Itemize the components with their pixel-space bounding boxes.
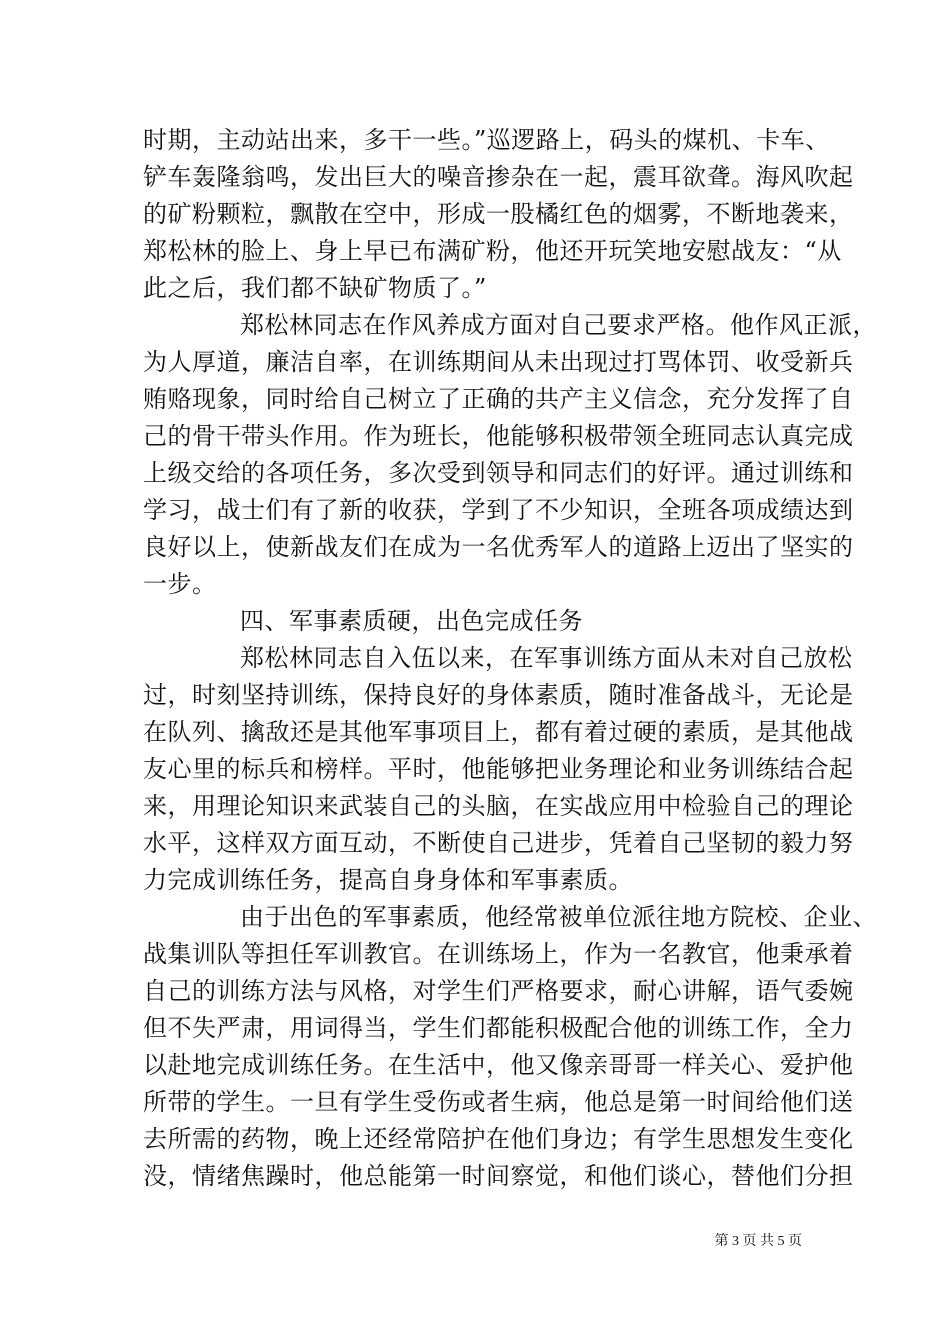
text-line: 水平，这样双方面互动，不断使自己进步，凭着自己坚韧的毅力努 <box>143 829 854 857</box>
paragraph-start: 郑松林同志自入伍以来，在军事训练方面从未对自己放松 <box>240 644 853 672</box>
text-line: 己的骨干带头作用。作为班长，他能够积极带领全班同志认真完成 <box>143 422 854 450</box>
text-line: 没，情绪焦躁时，他总能第一时间察觉，和他们谈心，替他们分担 <box>143 1162 854 1190</box>
text-line: 郑松林的脸上、身上早已布满矿粉，他还开玩笑地安慰战友：“从 <box>143 237 842 265</box>
page-number-footer: 第 3 页 共 5 页 <box>714 1234 802 1249</box>
text-line: 一步。 <box>143 570 217 598</box>
text-line: 自己的训练方法与风格，对学生们严格要求，耐心讲解，语气委婉 <box>143 977 854 1005</box>
text-line: 但不失严肃，用词得当，学生们都能积极配合他的训练工作，全力 <box>143 1014 854 1042</box>
text-line: 此之后，我们都不缺矿物质了。” <box>143 274 487 302</box>
text-line: 以赴地完成训练任务。在生活中，他又像亲哥哥一样关心、爱护他 <box>143 1051 854 1079</box>
text-line: 贿赂现象，同时给自己树立了正确的共产主义信念，充分发挥了自 <box>143 385 854 413</box>
paragraph-start: 由于出色的军事素质，他经常被单位派往地方院校、企业、 <box>240 903 877 931</box>
text-line: 来，用理论知识来武装自己的头脑，在实战应用中检验自己的理论 <box>143 792 854 820</box>
text-line: 力完成训练任务，提高自身身体和军事素质。 <box>143 866 633 894</box>
text-line: 在队列、擒敌还是其他军事项目上，都有着过硬的素质，是其他战 <box>143 718 854 746</box>
text-line: 友心里的标兵和榜样。平时，他能够把业务理论和业务训练结合起 <box>143 755 854 783</box>
text-line: 去所需的药物，晚上还经常陪护在他们身边；有学生思想发生变化 <box>143 1125 854 1153</box>
text-line: 战集训队等担任军训教官。在训练场上，作为一名教官，他秉承着 <box>143 940 854 968</box>
text-line: 过，时刻坚持训练，保持良好的身体素质，随时准备战斗，无论是 <box>143 681 854 709</box>
text-line: 铲车轰隆翁鸣，发出巨大的噪音掺杂在一起，震耳欲聋。海风吹起 <box>143 163 854 191</box>
text-line: 上级交给的各项任务，多次受到领导和同志们的好评。通过训练和 <box>143 459 854 487</box>
section-heading: 四、军事素质硬，出色完成任务 <box>240 607 583 635</box>
text-line: 为人厚道，廉洁自率，在训练期间从未出现过打骂体罚、收受新兵 <box>143 348 854 376</box>
text-line: 所带的学生。一旦有学生受伤或者生病，他总是第一时间给他们送 <box>143 1088 854 1116</box>
paragraph-start: 郑松林同志在作风养成方面对自己要求严格。他作风正派， <box>240 311 877 339</box>
text-line: 的矿粉颗粒，飘散在空中，形成一股橘红色的烟雾，不断地袭来， <box>143 200 854 228</box>
text-line: 学习，战士们有了新的收获，学到了不少知识，全班各项成绩达到 <box>143 496 854 524</box>
text-line: 良好以上，使新战友们在成为一名优秀军人的道路上迈出了坚实的 <box>143 533 854 561</box>
text-line: 时期，主动站出来，多干一些。”巡逻路上，码头的煤机、卡车、 <box>143 126 830 154</box>
